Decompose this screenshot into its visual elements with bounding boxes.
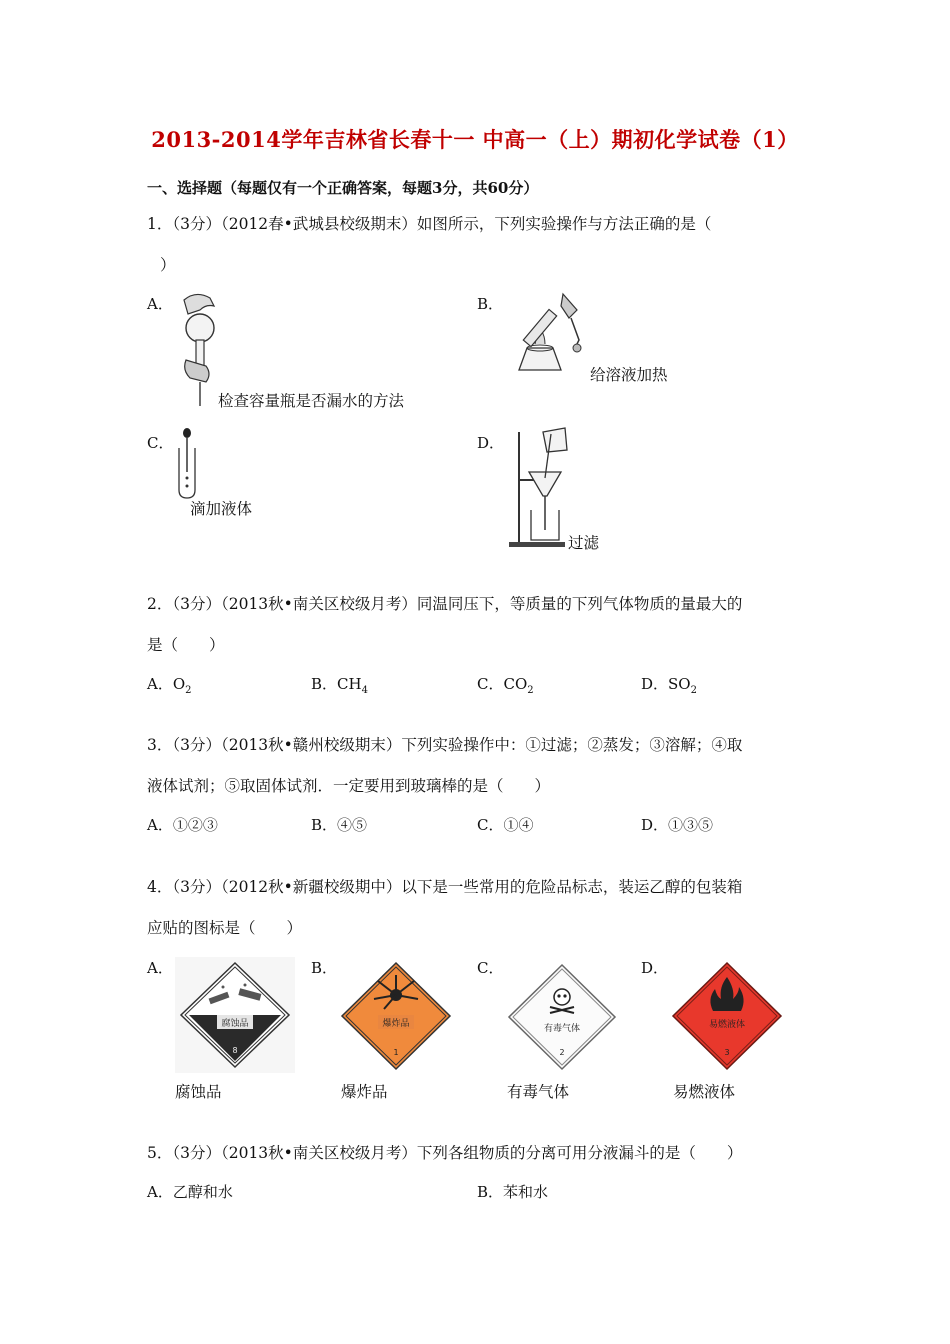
question-4-line1: 4．（3分）（2012秋•新疆校级期中）以下是一些常用的危险品标志，装运乙醇的包装箱 xyxy=(147,878,743,896)
svg-text:爆炸品: 爆炸品 xyxy=(382,1019,410,1029)
section-heading: 一、选择题（每题仅有一个正确答案，每题3分，共60分） xyxy=(147,179,539,197)
q3-option-a: A．①②③ xyxy=(147,816,218,834)
question-5-line1: 5．（3分）（2013秋•南关区校级月考）下列各组物质的分离可用分液漏斗的是（ ） xyxy=(147,1144,743,1162)
q1-option-b-caption: 给溶液加热 xyxy=(590,366,668,384)
toxic-gas-sign xyxy=(505,961,619,1073)
svg-text:易燃液体: 易燃液体 xyxy=(708,1020,746,1030)
explosive-sign xyxy=(338,959,454,1073)
svg-text:腐蚀品: 腐蚀品 xyxy=(221,1019,249,1029)
question-1-line1: 1．（3分）（2012春•武城县校级期末）如图所示，下列实验操作与方法正确的是（ xyxy=(147,215,712,233)
q1-option-c-caption: 滴加液体 xyxy=(190,500,253,518)
svg-text:8: 8 xyxy=(232,1046,238,1055)
q1-option-a-caption: 检查容量瓶是否漏水的方法 xyxy=(218,392,405,410)
q3-option-d: D．①③⑤ xyxy=(641,816,714,834)
q4-option-a-letter: A． xyxy=(147,959,173,977)
q3-option-c: C．①④ xyxy=(477,816,534,834)
q1-option-d-caption: 过滤 xyxy=(568,534,600,552)
page-title: 2013-2014学年吉林省长春十一 中高一（上）期初化学试卷（1） xyxy=(151,127,799,152)
svg-text:有毒气体: 有毒气体 xyxy=(543,1024,581,1034)
question-2-line2: 是（ ） xyxy=(147,636,225,654)
q2-option-b: B．$CH_4$ xyxy=(311,675,368,696)
q1-option-b-letter: B． xyxy=(477,295,504,313)
q4-option-a-caption: 腐蚀品 xyxy=(175,1083,222,1101)
svg-text:2: 2 xyxy=(559,1048,565,1057)
filtration-figure xyxy=(505,426,577,550)
question-3-line1: 3．（3分）（2013秋•赣州校级期末）下列实验操作中：①过滤；②蒸发；③溶解；④取 xyxy=(147,736,743,754)
dropper-testtube-figure xyxy=(176,428,198,500)
question-2-line1: 2．（3分）（2013秋•南关区校级月考）同温同压下，等质量的下列气体物质的量最大的 xyxy=(147,595,743,613)
q2-option-d: D．$SO_2$ xyxy=(641,675,697,696)
q2-option-c: C．$CO_2$ xyxy=(477,675,534,696)
q4-option-b-caption: 爆炸品 xyxy=(341,1083,388,1101)
q5-option-a: A．乙醇和水 xyxy=(147,1183,233,1201)
question-1-line2: ） xyxy=(160,256,176,274)
q4-option-d-letter: D． xyxy=(641,959,669,977)
flammable-liquid-sign xyxy=(669,959,785,1073)
svg-text:1: 1 xyxy=(393,1048,399,1057)
q3-option-b: B．④⑤ xyxy=(311,816,368,834)
q4-option-c-caption: 有毒气体 xyxy=(507,1083,570,1101)
q4-option-d-caption: 易燃液体 xyxy=(673,1083,736,1101)
q4-option-b-letter: B． xyxy=(311,959,338,977)
q2-option-a: A．$O_2$ xyxy=(147,675,192,696)
q5-option-b: B．苯和水 xyxy=(477,1183,549,1201)
q4-option-c-letter: C． xyxy=(477,959,504,977)
q1-option-a-letter: A． xyxy=(147,295,173,313)
question-3-line2: 液体试剂；⑤取固体试剂．一定要用到玻璃棒的是（ ） xyxy=(147,777,551,795)
q1-option-c-letter: C． xyxy=(147,434,174,452)
svg-text:3: 3 xyxy=(724,1048,730,1057)
heating-solution-figure xyxy=(505,288,595,380)
q1-option-d-letter: D． xyxy=(477,434,505,452)
question-4-line2: 应贴的图标是（ ） xyxy=(147,919,303,937)
corrosive-sign xyxy=(175,957,295,1073)
